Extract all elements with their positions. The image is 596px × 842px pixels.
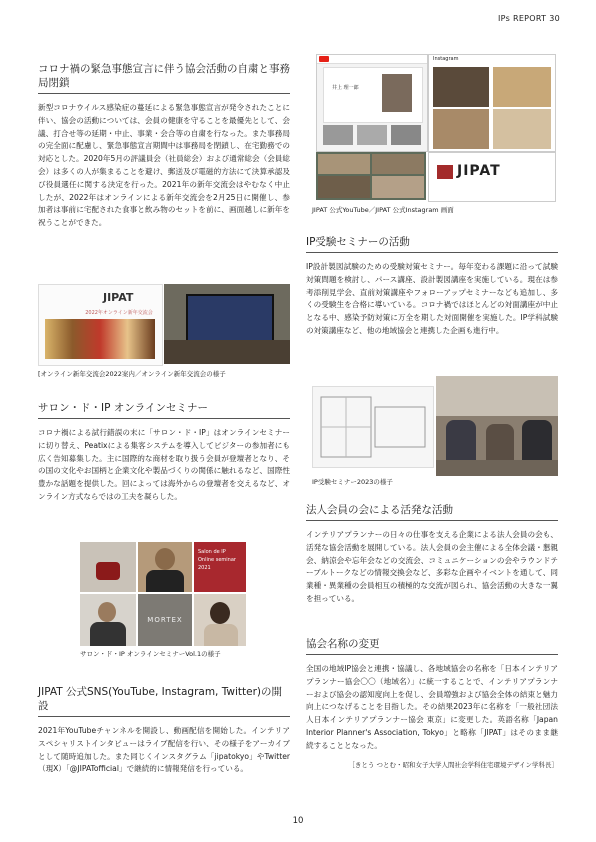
video-name: 井上 理一郎 [332,85,359,91]
invite-text: 2022年オンライン新年交流会 [85,310,153,316]
jipat-logo-tile [428,152,556,202]
sns-caption: JIPAT 公式YouTube／JIPAT 公式Instagram 画面 [312,206,454,214]
section-title: サロン・ド・IP オンラインセミナー [38,401,290,419]
food-set-photo [45,319,155,359]
online-party-photo [164,284,290,364]
section-body: インテリアプランナーの日々の仕事を支える企業による法人会員の会も、活発な協会活動を展開している。法人会員の会主催による全体会議・懇親会、納涼会や忘年会などの交流会、コミュニケーションの会やラウンドテーブルトークなどの情報交換会など、多彩な企画やイベントを通して、同業種・異業種の会員相互の積極的な交流が図られ、協会活動の大きな一翼を担っている。 [306,530,558,603]
instagram-screen-image [428,54,556,152]
jipat-mark-icon [437,165,453,179]
slide-line: Salon de IP [198,549,226,555]
section-body: 全国の地域IP協会と連携・協議し、各地域協会の名称を「日本インテリアプランナー協会〇〇（地域名）」に統一することで、インテリアプランナーおよび協会の認知度向上を促し、会員増強および協会全体の結束と魅力向上につなげることを目指した。その結果2023年に名称を「一般社団法人日本インテリアプランナー協会 東京」に変更した。英語名称「Japan Interior Planner's Association, Tokyo」と略称「JIPAT」はそのまま継続することとなった。 [306,664,558,750]
jipat-logo-text: JIPAT [457,163,501,179]
salon-title-slide [194,542,246,592]
chair-photo [80,542,136,592]
newyear-invitation-image [38,284,163,366]
section-body: IP設計製図試験のための受験対策セミナー。毎年変わる課題に沿って試験対策問題を検討し、パース講座、設計製図講座を実施している。現在は参考添削見学会、直前対策講座やフォローアップセミナーなども追加し、多くの受験生を合格に導いている。コロナ禍ではほとんどの対面講座が中止となる中、感染予防対策に万全を期した対面開催を実施した。IP学科試験の対策講座など、他の地域協会と連携した企画も進行中。 [306,262,558,335]
video-player[interactable] [323,67,423,123]
section-title: IP受験セミナーの活動 [306,235,558,253]
page-number: 10 [292,816,304,826]
speaker-thumb [382,74,412,112]
section-title: JIPAT 公式SNS(YouTube, Instagram, Twitter)の開設 [38,685,290,717]
salon-seminar-image [80,542,246,646]
report-header: IPs REPORT 30 [498,14,560,23]
section-rename [306,637,558,770]
section-title: コロナ禍の緊急事態宣言に伴う協会活動の自粛と事務局閉鎖 [38,62,290,94]
zoom-meeting-image [316,152,426,200]
exam-drawing-image [312,386,434,468]
speaker-photo-2 [80,594,136,646]
section-emergency [38,62,290,230]
youtube-screen-image [316,54,428,152]
section-body: 2021年YouTubeチャンネルを開設し、動画配信を開始した。インテリアスペシャリストインタビューはライブ配信を行い、その様子をアーカイブとして随時追加した。また同じくインスタグラム「jipatokyo」やTwitter（現X）「@JIPATofficial」で継続的に情報発信を行っている。 [38,726,290,774]
section-corporate [306,503,558,606]
slide-line: Online seminar [198,557,236,563]
section-salon [38,401,290,504]
screen-shape [186,294,274,342]
section-sns [38,685,290,776]
newyear-caption: [オンライン新年交流会2022案内／オンライン新年交流会の様子 [38,370,226,378]
invite-logo: JIPAT [103,291,134,304]
section-title: 法人会員の会による活発な活動 [306,503,558,521]
section-exam [306,235,558,338]
table-shape [164,340,290,364]
exam-caption: IP受験セミナー2023の様子 [312,478,393,486]
section-body: 新型コロナウイルス感染症の蔓延による緊急事態宣言が発令されたことに伴い、協会の活動については、会員の健康を守ることを最優先として、会議、打合せ等の延期・中止、事業・会合等の自粛を行なった。また事務局の完全面に配慮し、緊急事態宣言期間中は事務局を閉鎖し、在宅勤務での対応とした。2020年5月の評議員会（社員総会）および通常総会（会員総会）は多くの人が集まることを避け、郵送及び電磁的方法にて決算承認及び役員選任に関する決定を行った。2021年の新年交流会はやむなく中止したが、2022年はオンラインによる新年交流会を2月25日に開催し、参加者は事前に宅配された食事と飲み物のセットを前に、画面越しに新年を祝うことができた。 [38,103,290,228]
slide-line: 2021 [198,565,211,571]
salon-caption: サロン・ド・IP オンラインセミナーVol.1の様子 [80,650,221,658]
section-title: 協会名称の変更 [306,637,558,655]
floor-plan-drawing [313,387,433,467]
speaker-photo-3 [194,594,246,646]
youtube-icon [319,56,329,62]
exam-seminar-photo [436,376,558,476]
speaker-photo-1 [138,542,192,592]
author-credit: ［きとう つとむ・昭和女子大学人間社会学科住宅環境デザイン学科長］ [348,760,558,769]
section-body: コロナ禍による試行錯誤の末に「サロン・ド・IP」はオンラインセミナーに切り替え、Peatixによる集客システムを導入してビジターの参加者にも広く告知募集した。主に国際的な商材を取り扱う会員が登壇者となり、その国の文化やお国柄と企業文化や製品づくりの関係に触れるなど、国際性豊かな話題を提供した。回によっては海外からの登壇者を交えるなど、オンライン方式ならではの工夫を凝らした。 [38,428,290,501]
instagram-label: Instagram [433,56,459,62]
mortex-photo: MORTEX [138,594,192,646]
